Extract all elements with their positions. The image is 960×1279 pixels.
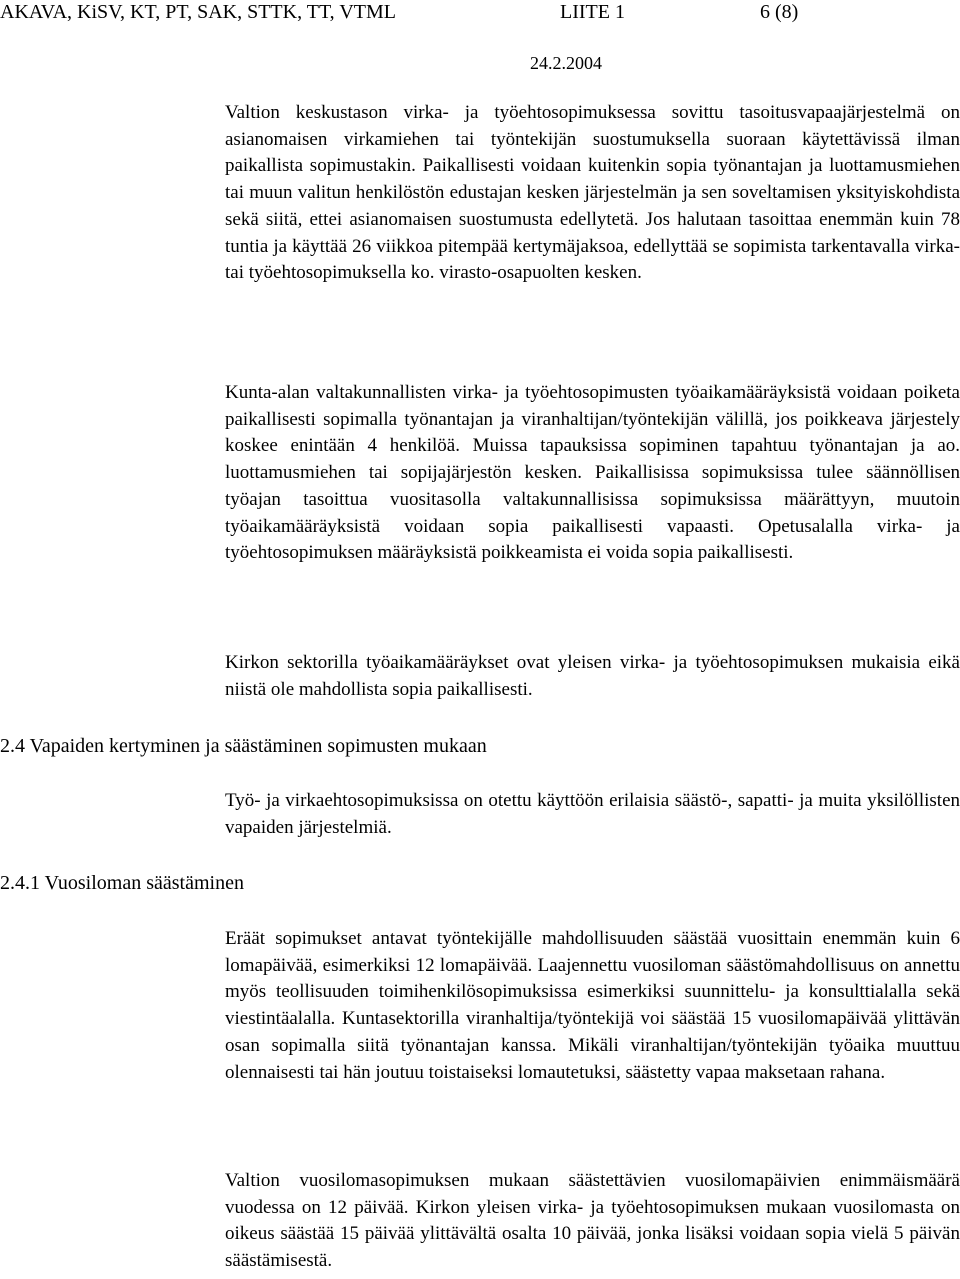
header-date: 24.2.2004 — [530, 53, 602, 73]
section-heading-2-4: 2.4 Vapaiden kertyminen ja säästäminen sopimusten mukaan — [0, 735, 487, 757]
header-page-number: 6 (8) — [760, 1, 799, 23]
header-organizations: AKAVA, KiSV, KT, PT, SAK, STTK, TT, VTML — [0, 1, 396, 23]
paragraph-church-sector: Kirkon sektorilla työaikamääräykset ovat yleisen virka- ja työehtosopimuksen mukaisia eikä niistä ole mahdollista sopia paikallisesti. — [225, 652, 960, 700]
paragraph-saving-systems: Työ- ja virkaehtosopimuksissa on otettu käyttöön erilaisia säästö-, sapatti- ja muita yksilöllisten vapaiden järjestelmiä. — [225, 790, 960, 838]
paragraph-municipal-sector: Kunta-alan valtakunnallisten virka- ja työehtosopimusten työaikamääräyksistä voidaan poiketa paikallisesti sopimalla työnantajan ja viranhaltijan/työntekijän välillä, jos poikkeava järjestely koskee enintään 4 henkilöä. Muissa tapauksissa sopiminen tapahtuu työnantajan ja ao. luottamusmiehen tai sopijajärjestön kesken. Paikallisissa sopimuksissa tulee säännöllisen työajan tasoittua vuositasolla valtakunnallisissa sopimuksissa määrättyyn, muutoin työaikamääräyksistä voidaan sopia paikallisesti vapaasti. Opetusalalla virka- ja työehtosopimuksen määräyksistä poikkeamista ei voida sopia paikallisesti. — [225, 382, 960, 564]
section-heading-2-4-1: 2.4.1 Vuosiloman säästäminen — [0, 872, 244, 894]
header-attachment: LIITE 1 — [560, 1, 625, 23]
paragraph-state-church-leave: Valtion vuosilomasopimuksen mukaan säästettävien vuosilomapäivien enimmäismäärä vuodessa on 12 päivää. Kirkon yleisen virka- ja työehtosopimuksen mukaan vuosilomasta on oikeus säästää 15 päivää ylittävältä osalta 10 päivää, jonka lisäksi voidaan sopia vielä 5 päivän säästämisestä. — [225, 1170, 960, 1272]
paragraph-annual-leave-saving: Eräät sopimukset antavat työntekijälle mahdollisuuden säästää vuosittain enemmän kuin 6 lomapäivää, esimerkiksi 12 lomapäivää. Laajennettu vuosiloman säästömahdollisuus on annettu myös teollisuuden toimihenkilösopimuksissa esimerkiksi suunnittelu- ja konsulttialalla sekä viestintäalalla. Kuntasektorilla viranhaltija/työntekijä voi säästää 15 vuosilomapäivää ylittävän osan sopimalla siitä työnantajan kanssa. Mikäli viranhaltijan/työntekijän työaika muuttuu olennaisesti tai hän joutuu toistaiseksi lomautetuksi, säästetty vapaa maksetaan rahana. — [225, 928, 960, 1083]
paragraph-state-equalization: Valtion keskustason virka- ja työehtosopimuksessa sovittu tasoitusvapaajärjestelmä on asianomaisen virkamiehen tai työntekijän suostumuksella suoraan käytettävissä ilman paikallista sopimustakin. Paikallisesti voidaan kuitenkin sopia työnantajan ja luottamusmiehen tai muun valitun henkilöstön edustajan kesken järjestelmän ja sen soveltamisen yksityiskohdista sekä siitä, ettei asianomaisen suostumusta edellytetä. Jos halutaan tasoittaa enemmän kuin 78 tuntia ja käyttää 26 viikkoa pitempää kertymäjaksoa, edellyttää se sopimista tarkentavalla virka- tai työehtosopimuksella ko. virasto-osapuolten kesken. — [225, 102, 960, 284]
